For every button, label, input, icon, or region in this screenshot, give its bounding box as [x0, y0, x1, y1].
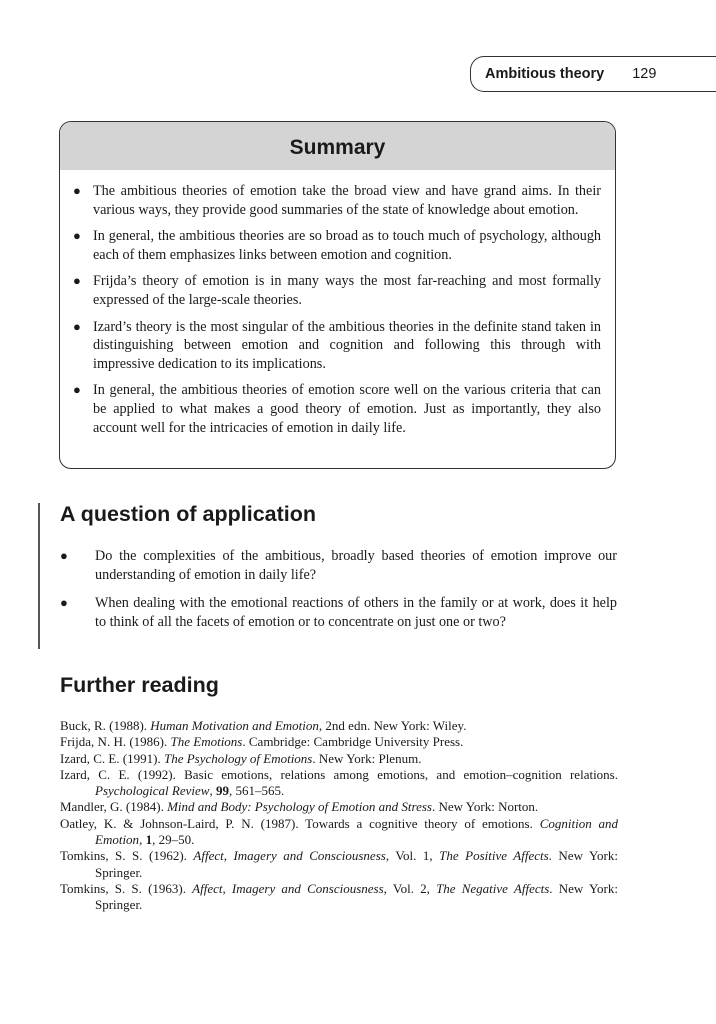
summary-box [59, 121, 616, 469]
summary-list [60, 170, 615, 437]
application-item: ● When dealing with the emotional reactions of others in the family or at work, does it help to think of all the facets of emotion or to concentrate on just one or two? [60, 595, 617, 630]
page-number: 129 [632, 66, 657, 82]
reference-item: Izard, C. E. (1992). Basic emotions, relations among emotions, and emotion–cognition relations. Psychological Review, 99, 561–565. [60, 766, 618, 799]
summary-item: ● The ambitious theories of emotion take the broad view and have grand aims. In their various ways, they provide good summaries of the state of knowledge about emotion. [73, 183, 601, 218]
bullet-icon: ● [73, 183, 81, 198]
reference-item: Frijda, N. H. (1986). The Emotions. Cambridge: Cambridge University Press. [60, 734, 464, 750]
reference-item: Mandler, G. (1984). Mind and Body: Psychology of Emotion and Stress. New York: Norton. [60, 799, 539, 815]
margin-rule [38, 503, 40, 649]
summary-heading: Summary [60, 122, 615, 170]
application-heading: A question of application [60, 502, 317, 526]
bullet-icon: ● [60, 548, 68, 563]
reference-item: Tomkins, S. S. (1963). Affect, Imagery and Consciousness, Vol. 2, The Negative Affects. New York: Springer. [60, 880, 618, 913]
bullet-icon: ● [73, 318, 81, 334]
bullet-icon: ● [73, 273, 81, 289]
application-list [60, 547, 617, 641]
summary-item: ● In general, the ambitious theories are so broad as to touch much of psychology, although each of them emphasizes links between emotion and cognition. [73, 228, 601, 263]
summary-item: ● Izard’s theory is the most singular of the ambitious theories in the definite stand taken in distinguishing between emotion and cognition and following this through with impressive dedication to its implications. [73, 318, 601, 372]
application-item: ● Do the complexities of the ambitious, broadly based theories of emotion improve our understanding of emotion in daily life? [60, 548, 617, 583]
bullet-icon: ● [60, 595, 68, 611]
running-header-title: Ambitious theory [485, 66, 605, 82]
summary-item: ● In general, the ambitious theories of emotion score well on the various criteria that can be applied to what makes a good theory of emotion. Just as importantly, they also account well for the intricacies of emotion in daily life. [73, 382, 601, 436]
bullet-icon: ● [73, 228, 81, 244]
bullet-icon: ● [73, 382, 81, 398]
reference-list [60, 718, 618, 914]
reference-item: Izard, C. E. (1991). The Psychology of Emotions. New York: Plenum. [60, 750, 422, 766]
reference-item: Buck, R. (1988). Human Motivation and Emotion, 2nd edn. New York: Wiley. [60, 718, 467, 733]
reference-item: Oatley, K. & Johnson-Laird, P. N. (1987). Towards a cognitive theory of emotions. Cognition and Emotion, 1, 29–50. [60, 815, 619, 848]
running-header [470, 56, 716, 92]
further-reading-heading: Further reading [60, 673, 219, 697]
summary-item: ● Frijda’s theory of emotion is in many ways the most far-reaching and most formally expressed of the large-scale theories. [73, 273, 601, 308]
reference-item: Tomkins, S. S. (1962). Affect, Imagery and Consciousness, Vol. 1, The Positive Affects. New York: Springer. [60, 848, 618, 880]
